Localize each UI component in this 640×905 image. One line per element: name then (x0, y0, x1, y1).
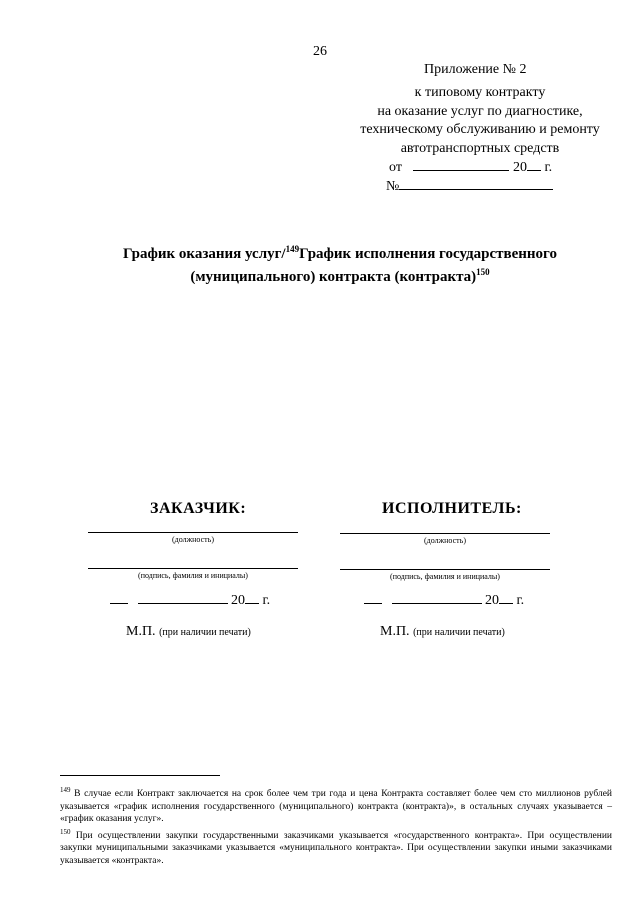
appendix-lines (330, 84, 630, 158)
title-part2: График исполнения государственного (299, 246, 557, 262)
footnotes (60, 784, 612, 867)
appendix-title: Приложение № 2 (424, 62, 527, 77)
title-footnote-mark: 149 (285, 244, 300, 254)
date-blank (413, 156, 509, 171)
customer-signature-caption: (подпись, фамилия и инициалы) (138, 571, 248, 580)
seal-note: (при наличии печати) (159, 627, 251, 638)
footnote-mark: 149 (60, 786, 71, 794)
date-prefix: от (389, 160, 402, 175)
customer-date-line (110, 589, 270, 609)
appendix-line: техническому обслуживанию и ремонту (360, 122, 600, 137)
footnote-text: В случае если Контракт заключается на срок более чем три года и цена Контракта составляет более чем сто миллионов рублей указывается «график исполнения государственного (муниципального) контракта (контракта)», в остальных случаях указывается – «график оказания услуг». (60, 789, 613, 824)
customer-position-caption: (должность) (172, 535, 214, 544)
title-footnote-mark: 150 (476, 267, 490, 277)
customer-signature-line (88, 568, 298, 569)
footnote-text: При осуществлении закупки государственными заказчиками указывается «государственного контракта». При осуществлении закупки муниципальными заказчиками указывается «муниципального контракта». При осуществлении закупки иными заказчиками указывается «контракта». (60, 830, 612, 866)
seal-label: М.П. (380, 624, 410, 639)
year-blank (245, 589, 259, 604)
footnote-divider (60, 775, 220, 776)
appendix-line: автотранспортных средств (400, 140, 560, 156)
customer-seal (126, 624, 251, 640)
appendix-line: к типовому контракту (414, 85, 546, 100)
date-suffix: г. (544, 160, 553, 175)
contractor-seal (380, 624, 505, 640)
customer-date-suffix: г. (262, 593, 271, 608)
document-title (60, 243, 620, 289)
contractor-signature-line (340, 569, 550, 570)
seal-label: М.П. (126, 624, 156, 639)
customer-date-year: 20 (231, 593, 245, 608)
number-blank (399, 175, 553, 190)
contractor-position-line (340, 533, 550, 534)
day-blank (364, 589, 382, 604)
contractor-position-caption: (должность) (424, 536, 466, 545)
contractor-heading: ИСПОЛНИТЕЛЬ: (382, 500, 522, 517)
footnote-item (60, 784, 612, 826)
footnote-item (60, 826, 612, 868)
customer-heading: ЗАКАЗЧИК: (150, 500, 247, 517)
appendix-number-line (386, 175, 553, 195)
customer-position-line (88, 532, 298, 533)
date-year: 20 (512, 160, 527, 175)
appendix-date-line (389, 156, 552, 176)
day-blank (110, 589, 128, 604)
contractor-date-suffix: г. (516, 593, 525, 608)
footnote-mark: 150 (60, 827, 71, 836)
contractor-date-year: 20 (485, 593, 499, 608)
year-blank (499, 589, 513, 604)
contractor-signature-caption: (подпись, фамилия и инициалы) (390, 572, 500, 581)
month-blank (392, 589, 482, 604)
title-part3: (муниципального) контракта (контракта) (190, 269, 477, 285)
contractor-date-line (364, 589, 524, 609)
seal-note: (при наличии печати) (413, 627, 505, 638)
month-blank (138, 589, 228, 604)
page-number: 26 (313, 44, 327, 59)
year-blank (527, 156, 541, 171)
title-part1: График оказания услуг/ (123, 246, 286, 262)
appendix-line: на оказание услуг по диагностике, (377, 103, 583, 119)
number-prefix: № (386, 179, 400, 194)
